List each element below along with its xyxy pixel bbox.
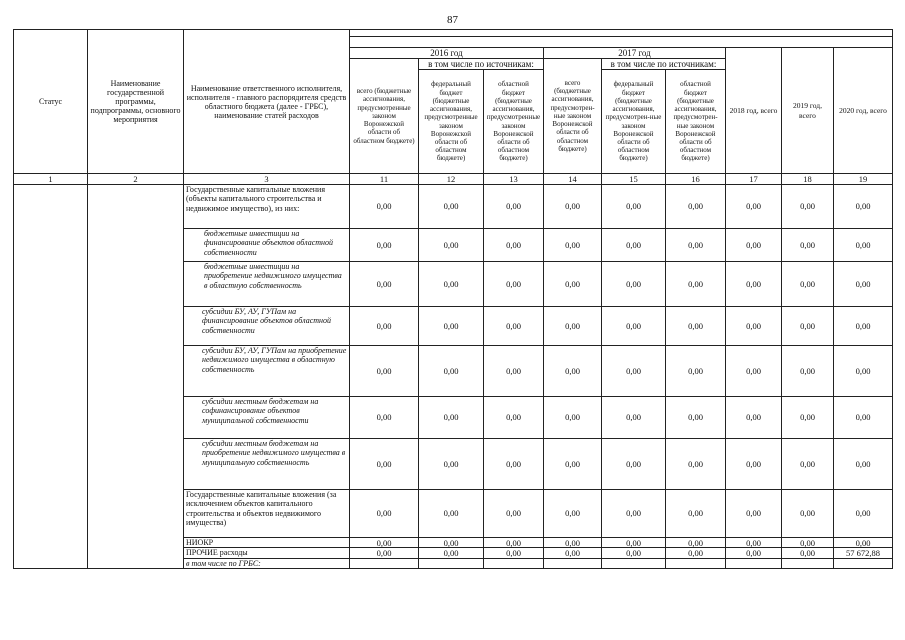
value-cell: 0,00 <box>782 439 834 490</box>
value-cell: 0,00 <box>666 397 726 439</box>
value-cell: 0,00 <box>782 262 834 307</box>
header-federal-2016: федеральный бюджет (бюджетные ассигнования, предусмотренные законом Воронежской области об областном бюджете) <box>419 70 484 174</box>
colnum: 14 <box>544 174 602 185</box>
value-cell: 0,00 <box>484 307 544 346</box>
value-cell: 0,00 <box>834 346 893 397</box>
value-cell: 0,00 <box>602 439 666 490</box>
value-cell: 0,00 <box>484 346 544 397</box>
value-cell <box>726 558 782 568</box>
colnum: 2 <box>88 174 184 185</box>
value-cell: 0,00 <box>419 439 484 490</box>
value-cell: 0,00 <box>484 490 544 538</box>
header-total-2017: всего (бюджетные ассигнования, предусмотрен-ные законом Воронежской области об областном бюджете) <box>544 59 602 174</box>
row-label: НИОКР <box>184 538 350 548</box>
value-cell: 0,00 <box>350 490 419 538</box>
value-cell: 57 672,88 <box>834 548 893 558</box>
value-cell <box>666 558 726 568</box>
header-2019: 2019 год, всего <box>782 48 834 174</box>
value-cell: 0,00 <box>602 262 666 307</box>
value-cell: 0,00 <box>834 397 893 439</box>
value-cell: 0,00 <box>666 229 726 262</box>
value-cell: 0,00 <box>544 439 602 490</box>
value-cell: 0,00 <box>544 185 602 229</box>
colnum: 18 <box>782 174 834 185</box>
value-cell: 0,00 <box>544 307 602 346</box>
value-cell <box>419 558 484 568</box>
value-cell: 0,00 <box>544 229 602 262</box>
value-cell: 0,00 <box>350 439 419 490</box>
value-cell: 0,00 <box>602 397 666 439</box>
value-cell: 0,00 <box>726 262 782 307</box>
value-cell: 0,00 <box>726 307 782 346</box>
value-cell: 0,00 <box>350 229 419 262</box>
value-cell: 0,00 <box>602 346 666 397</box>
header-regional-2016: областной бюджет (бюджетные ассигнования, предусмотренные законом Воронежской области об областном бюджете) <box>484 70 544 174</box>
value-cell: 0,00 <box>544 346 602 397</box>
value-cell: 0,00 <box>834 262 893 307</box>
value-cell: 0,00 <box>419 538 484 548</box>
header-program-name: Наименование государственной программы, подпрограммы, основного мероприятия <box>88 30 184 174</box>
value-cell: 0,00 <box>484 548 544 558</box>
colnum: 17 <box>726 174 782 185</box>
value-cell: 0,00 <box>666 490 726 538</box>
value-cell: 0,00 <box>666 346 726 397</box>
colnum: 3 <box>184 174 350 185</box>
value-cell: 0,00 <box>726 490 782 538</box>
value-cell: 0,00 <box>350 538 419 548</box>
table-row <box>14 185 893 229</box>
row-label: в том числе по ГРБС: <box>184 558 350 568</box>
header-responsible: Наименование ответственного исполнителя, исполнителя - главного распорядителя средств областного бюджета (далее - ГРБС), наименование статей расходов <box>184 30 350 174</box>
value-cell: 0,00 <box>726 397 782 439</box>
value-cell: 0,00 <box>602 548 666 558</box>
value-cell: 0,00 <box>350 346 419 397</box>
colnum: 13 <box>484 174 544 185</box>
header-blank-row-1 <box>14 30 893 37</box>
row-label: Государственные капитальные вложения (за исключением объектов капитального строительства и объектов недвижимого имущества) <box>184 490 350 538</box>
header-blank-cell-2 <box>350 37 893 48</box>
value-cell: 0,00 <box>726 185 782 229</box>
header-regional-2017: областной бюджет (бюджетные ассигнования, предусмотрен-ные законом Воронежской области об областном бюджете) <box>666 70 726 174</box>
colnum: 19 <box>834 174 893 185</box>
header-2018: 2018 год, всего <box>726 48 782 174</box>
value-cell: 0,00 <box>419 346 484 397</box>
value-cell: 0,00 <box>544 397 602 439</box>
header-year-2017: 2017 год <box>544 48 726 59</box>
value-cell: 0,00 <box>782 490 834 538</box>
value-cell <box>484 558 544 568</box>
value-cell: 0,00 <box>350 397 419 439</box>
column-number-row <box>14 174 893 185</box>
value-cell <box>350 558 419 568</box>
colnum: 12 <box>419 174 484 185</box>
value-cell: 0,00 <box>834 439 893 490</box>
value-cell: 0,00 <box>782 307 834 346</box>
value-cell: 0,00 <box>484 538 544 548</box>
header-sources-2016: в том числе по источникам: <box>419 59 544 70</box>
value-cell: 0,00 <box>726 548 782 558</box>
value-cell: 0,00 <box>782 346 834 397</box>
header-total-2016: всего (бюджетные ассигнования, предусмотренные законом Воронежской области об областном бюджете) <box>350 59 419 174</box>
value-cell: 0,00 <box>602 538 666 548</box>
value-cell: 0,00 <box>350 548 419 558</box>
row-label: бюджетные инвестиции на финансирование объектов областной собственности <box>184 229 350 262</box>
value-cell: 0,00 <box>666 538 726 548</box>
value-cell: 0,00 <box>419 185 484 229</box>
page-number: 87 <box>447 14 458 26</box>
value-cell: 0,00 <box>419 397 484 439</box>
value-cell <box>834 558 893 568</box>
value-cell <box>602 558 666 568</box>
header-2020: 2020 год, всего <box>834 48 893 174</box>
value-cell: 0,00 <box>666 439 726 490</box>
value-cell: 0,00 <box>350 185 419 229</box>
value-cell: 0,00 <box>484 185 544 229</box>
value-cell: 0,00 <box>834 307 893 346</box>
value-cell: 0,00 <box>666 185 726 229</box>
colnum: 11 <box>350 174 419 185</box>
status-cell <box>14 185 88 569</box>
value-cell: 0,00 <box>484 439 544 490</box>
value-cell: 0,00 <box>544 262 602 307</box>
value-cell: 0,00 <box>602 307 666 346</box>
value-cell: 0,00 <box>726 229 782 262</box>
row-label: субсидии БУ, АУ, ГУПам на приобретение недвижимого имущества в областную собственность <box>184 346 350 397</box>
value-cell: 0,00 <box>419 490 484 538</box>
value-cell <box>544 558 602 568</box>
value-cell: 0,00 <box>484 229 544 262</box>
value-cell: 0,00 <box>782 538 834 548</box>
value-cell: 0,00 <box>782 397 834 439</box>
value-cell: 0,00 <box>834 229 893 262</box>
value-cell <box>782 558 834 568</box>
value-cell: 0,00 <box>350 307 419 346</box>
value-cell: 0,00 <box>602 490 666 538</box>
value-cell: 0,00 <box>419 307 484 346</box>
header-sources-2017: в том числе по источникам: <box>602 59 726 70</box>
value-cell: 0,00 <box>544 490 602 538</box>
value-cell: 0,00 <box>666 307 726 346</box>
value-cell: 0,00 <box>834 538 893 548</box>
value-cell: 0,00 <box>834 490 893 538</box>
value-cell: 0,00 <box>726 439 782 490</box>
row-label: субсидии местным бюджетам на софинансирование объектов муниципальной собственности <box>184 397 350 439</box>
header-status: Статус <box>14 30 88 174</box>
value-cell: 0,00 <box>484 262 544 307</box>
value-cell: 0,00 <box>419 548 484 558</box>
value-cell: 0,00 <box>602 229 666 262</box>
value-cell: 0,00 <box>834 185 893 229</box>
row-label: субсидии местным бюджетам на приобретение недвижимого имущества в муниципальную собственность <box>184 439 350 490</box>
header-year-2016: 2016 год <box>350 48 544 59</box>
value-cell: 0,00 <box>350 262 419 307</box>
colnum: 1 <box>14 174 88 185</box>
value-cell: 0,00 <box>666 262 726 307</box>
colnum: 15 <box>602 174 666 185</box>
header-federal-2017: федеральный бюджет (бюджетные ассигнования, предусмотрен-ные законом Воронежской области об областном бюджете) <box>602 70 666 174</box>
value-cell: 0,00 <box>544 538 602 548</box>
value-cell: 0,00 <box>782 548 834 558</box>
value-cell: 0,00 <box>782 185 834 229</box>
row-label: субсидии БУ, АУ, ГУПам на финансирование объектов областной собственности <box>184 307 350 346</box>
value-cell: 0,00 <box>726 538 782 548</box>
value-cell: 0,00 <box>419 229 484 262</box>
row-label: бюджетные инвестиции на приобретение недвижимого имущества в областную собственность <box>184 262 350 307</box>
colnum: 16 <box>666 174 726 185</box>
row-label: Государственные капитальные вложения (объекты капитального строительства и недвижимое имущество), из них: <box>184 185 350 229</box>
row-label: ПРОЧИЕ расходы <box>184 548 350 558</box>
value-cell: 0,00 <box>602 185 666 229</box>
budget-table <box>13 29 893 569</box>
value-cell: 0,00 <box>726 346 782 397</box>
value-cell: 0,00 <box>782 229 834 262</box>
value-cell: 0,00 <box>666 548 726 558</box>
header-blank-cell-1 <box>350 30 893 37</box>
program-cell <box>88 185 184 569</box>
value-cell: 0,00 <box>484 397 544 439</box>
value-cell: 0,00 <box>419 262 484 307</box>
value-cell: 0,00 <box>544 548 602 558</box>
